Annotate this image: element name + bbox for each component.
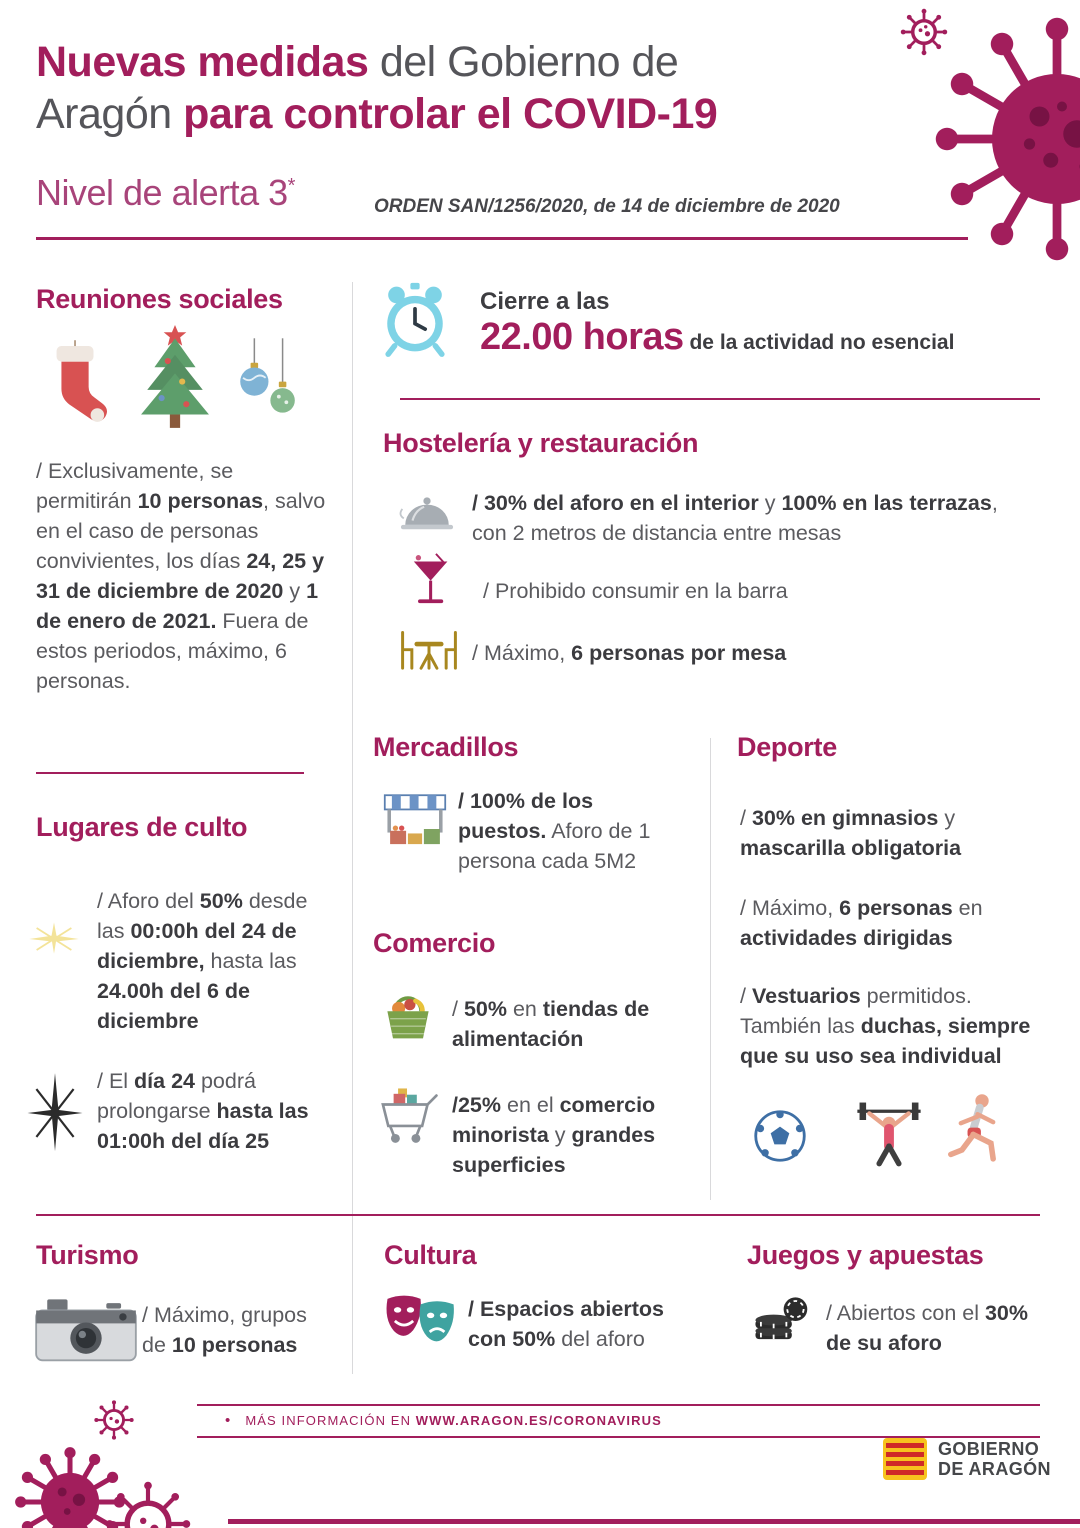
section-heading-comercio: Comercio	[373, 928, 496, 958]
logo-text	[938, 1439, 1051, 1479]
logo-line-1: GOBIERNO	[938, 1439, 1040, 1459]
cierre-line	[480, 316, 1040, 359]
page-title	[36, 36, 896, 140]
hosteleria-item-3: / Máximo, 6 personas por mesa	[472, 641, 787, 665]
section-heading-turismo: Turismo	[36, 1240, 139, 1270]
footer-divider-top	[197, 1404, 1040, 1406]
cierre-time: 22.00 horas	[480, 316, 684, 358]
bottom-bar	[228, 1519, 1080, 1524]
food-basket-icon	[378, 986, 438, 1042]
culto-item-2: / El día 24 podrá prolongarse hasta las 01:00h del día 25	[97, 1069, 309, 1153]
mercadillos-text: / 100% de los puestos. Aforo de 1 persona cada 5M2	[458, 789, 651, 873]
section-heading-cultura: Cultura	[384, 1240, 477, 1270]
cultura-text: / Espacios abiertos con 50% del aforo	[468, 1297, 664, 1351]
alert-asterisk: *	[287, 175, 295, 197]
weightlifting-icon	[850, 1096, 928, 1168]
deporte-item-1: / 30% en gimnasios y mascarilla obligatoria	[740, 806, 962, 860]
culto-item-1: / Aforo del 50% desde las 00:00h del 24 de diciembre, hasta las 24.00h del 6 de diciembre	[97, 889, 308, 1033]
christmas-tree-icon	[128, 324, 222, 432]
table-chairs-icon	[396, 626, 462, 676]
comercio-item-1: / 50% en tiendas de alimentación	[452, 997, 650, 1051]
title-regular-2: Aragón	[36, 90, 184, 138]
section-heading-hosteleria: Hostelería y restauración	[383, 428, 699, 458]
section-heading-deporte: Deporte	[737, 732, 837, 762]
header-divider	[36, 237, 968, 240]
cocktail-icon	[410, 550, 452, 612]
section-heading-culto: Lugares de culto	[36, 812, 248, 842]
title-accent-1: Nuevas medidas	[36, 38, 369, 86]
order-reference: ORDEN SAN/1256/2020, de 14 de diciembre de 2020	[374, 196, 840, 217]
shopping-cart-icon	[374, 1086, 440, 1148]
title-regular-1: del Gobierno de	[368, 38, 679, 86]
section-heading-juegos: Juegos y apuestas	[747, 1240, 984, 1270]
turismo-text: / Máximo, grupos de 10 personas	[142, 1303, 307, 1357]
logo-line-2: DE ARAGÓN	[938, 1459, 1051, 1479]
cloche-icon	[398, 492, 456, 536]
alert-level-text: Nivel de alerta 3	[36, 172, 288, 213]
hosteleria-item-1: / 30% del aforo en el interior y 100% en las terrazas, con 2 metros de distancia entre mesas	[472, 491, 998, 545]
juegos-text: / Abiertos con el 30% de su aforo	[826, 1301, 1028, 1355]
alert-level	[36, 172, 295, 214]
gobierno-aragon-logo	[882, 1438, 1051, 1480]
section-heading-reuniones: Reuniones sociales	[36, 284, 283, 314]
candle-glow-icon	[22, 918, 86, 960]
section-heading-mercadillos: Mercadillos	[373, 732, 519, 762]
cierre-suffix: de la actividad no esencial	[683, 331, 955, 354]
market-stall-icon	[383, 792, 447, 850]
bottom-section-divider	[36, 1214, 1040, 1216]
footer-info-link[interactable]: WWW.ARAGON.ES/CORONAVIRUS	[415, 1413, 662, 1428]
hosteleria-item-2: / Prohibido consumir en la barra	[483, 579, 788, 603]
reuniones-text: / Exclusivamente, se permitirán 10 personas, salvo en el caso de personas convivientes, los días 24, 25 y 31 de diciembre de 2020 y 1 de enero de 2021. Fuera de estos periodos, máximo, 6 personas.	[36, 459, 326, 693]
title-accent-2: para controlar el COVID-19	[183, 90, 718, 138]
camera-icon	[34, 1292, 138, 1364]
deporte-item-3: / Vestuarios permitidos. También las duchas, siempre que su uso sea individual	[740, 984, 1031, 1068]
footer-info	[225, 1412, 662, 1429]
section-divider	[36, 772, 304, 774]
theater-masks-icon	[382, 1290, 460, 1350]
virus-icon	[932, 14, 1080, 264]
deporte-item-2: / Máximo, 6 personas en actividades dirigidas	[740, 896, 983, 950]
christmas-stocking-icon	[42, 336, 110, 428]
alarm-clock-icon	[378, 280, 452, 358]
virus-icon	[100, 1476, 196, 1528]
column-divider	[352, 282, 353, 1374]
aragon-flag-icon	[882, 1438, 928, 1480]
comercio-item-2: /25% en el comercio minorista y grandes superficies	[452, 1093, 656, 1177]
baubles-icon	[228, 336, 308, 430]
soccer-ball-icon	[752, 1108, 808, 1164]
virus-icon	[92, 1398, 136, 1442]
cierre-intro: Cierre a las	[480, 288, 610, 315]
cierre-divider	[400, 398, 1040, 400]
footer-info-prefix: MÁS INFORMACIÓN EN	[245, 1413, 416, 1428]
star-icon	[24, 1072, 86, 1154]
poker-chips-icon	[750, 1292, 810, 1350]
footer-bullet: •	[225, 1412, 232, 1429]
running-icon	[946, 1092, 1008, 1170]
